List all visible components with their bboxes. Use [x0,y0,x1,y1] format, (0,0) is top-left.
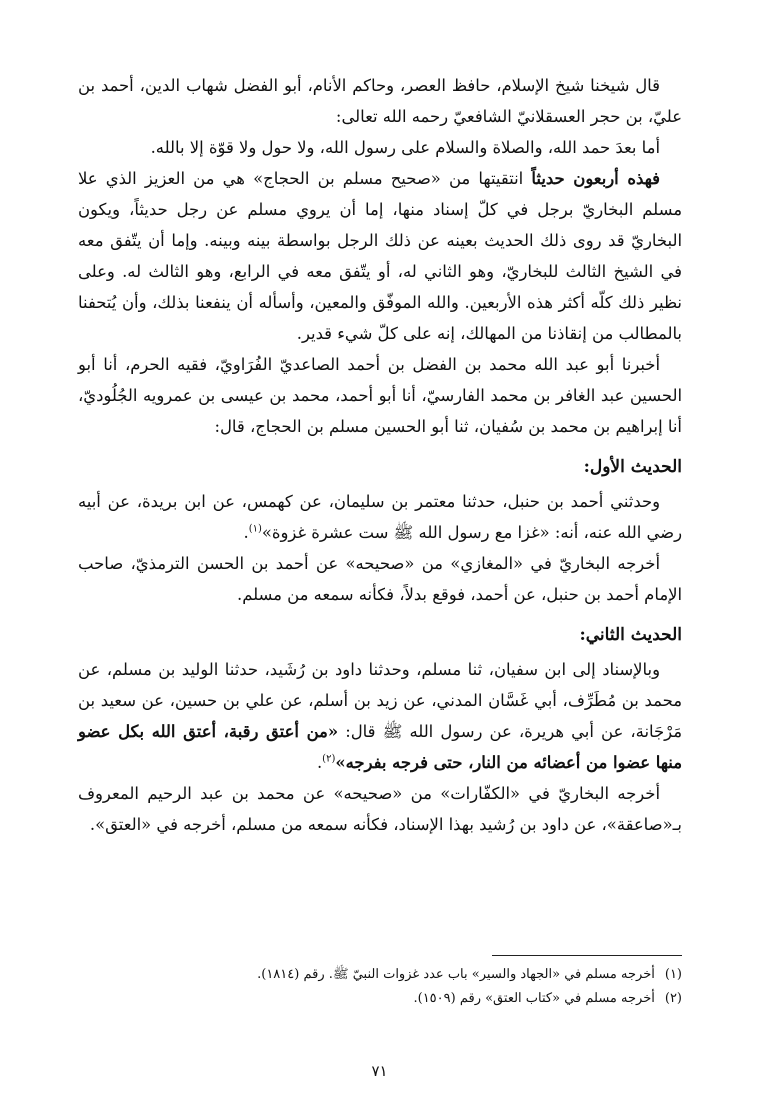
hadith-1-body: وحدثني أحمد بن حنبل، حدثنا معتمر بن سليمان، عن كهمس، عن ابن بريدة، عن أبيه رضي الله عنه، أنه: «غزا مع رسول الله ﷺ ست عشرة غزوة» [78,492,682,542]
footnote-1-text: أخرجه مسلم في «الجهاد والسير» باب عدد غزوات النبيّ ﷺ. رقم (١٨١٤). [257,967,655,982]
hadith-2-quote: «من أعتق رقبة، أعتق الله بكل عضو منها عضوا من أعضائه من النار، حتى فرجه بفرجه» [78,722,682,772]
hadith-1-text [78,486,682,548]
footnote-2-number: (٢) [664,991,682,1006]
hadith-2-takhrij: أخرجه البخاريّ في «الكفّارات» من «صحيحه» عن محمد بن عبد الرحيم المعروف بـ«صاعقة»، عن داود بن رُشيد بهذا الإسناد، فكأنه سمعه من مسلم، أخرجه في «العتق». [78,784,682,834]
hadith-2-text [78,654,682,778]
hadith-2-body: وبالإسناد إلى ابن سفيان، ثنا مسلم، وحدثنا داود بن رُشَيد، حدثنا الوليد بن مسلم، عن محمد بن مُطَرِّف، أبي غَسَّان المدني، عن زيد بن أسلم، عن علي بن حسين، عن سعيد بن مَرْجَانة، عن أبي هريرة، عن رسول الله ﷺ قال: [78,660,682,741]
footnote-2-text: أخرجه مسلم في «كتاب العتق» رقم (١٥٠٩). [413,991,655,1006]
footnote-ref-1: (١) [248,523,262,535]
opening-paragraph: أما بعدَ حمد الله، والصلاة والسلام على رسول الله، ولا حول ولا قوّة إلا بالله. [150,138,660,157]
hadith-2-title: الحديث الثاني: [579,625,682,645]
hadith-1-takhrij: أخرجه البخاريّ في «المغازي» من «صحيحه» عن أحمد بن الحسن الترمذيّ، صاحب الإمام أحمد بن حنبل، عن أحمد، فوقع بدلاً، فكأنه سمعه من مسلم. [78,554,682,604]
purpose-text: انتقيتها من «صحيح مسلم بن الحجاج» هي من العزيز الذي علا مسلم البخاريّ برجل في كلّ إسناد منها، إما أن يروي مسلم عن رجل حديثاً، ويكون البخاريّ قد روى ذلك الحديث بعينه عن ذلك الرجل بواسطة بينه وبينه. وإما أن يتّفق معه في الشيخ الثالث للبخاريّ، وهو الثاني له، أو يتّفق معه في الرابع، وهو الثالث له. وعلى نظير ذلك كلّه أكثر هذه الأربعين. والله الموفّق والمعين، وأسأله أن ينفعنا بذلك، وأن يُتحفنا بالمطالب من إنقاذنا من المهالك، إنه على كلّ شيء قدير. [78,169,682,343]
hadith-1-title: الحديث الأول: [583,457,682,477]
purpose-paragraph [78,163,682,349]
intro-paragraph: قال شيخنا شيخ الإسلام، حافظ العصر، وحاكم الأنام، أبو الفضل شهاب الدين، أحمد بن عليّ، بن حجر العسقلانيّ الشافعيّ رحمه الله تعالى: [78,76,682,126]
hadith-1-end: . [243,523,249,542]
purpose-lead-bold: فهذه أربعون حديثاً [531,169,660,188]
page-number: ٧١ [371,1062,388,1080]
footnote-1-number: (١) [664,967,682,982]
footnote-ref-2: (٢) [322,753,336,765]
footnote-divider [492,955,682,956]
footnote-1 [78,963,682,987]
isnad-paragraph: أخبرنا أبو عبد الله محمد بن الفضل بن أحمد الصاعديّ الفُرَاويّ، فقيه الحرم، أنا أبو الحسين عبد الغافر بن محمد الفارسيّ، أنا أبو أحمد، محمد بن عيسى بن عمرويه الجُلُوديّ، أنا إبراهيم بن محمد بن سُفيان، ثنا أبو الحسين مسلم بن الحجاج، قال: [78,355,682,436]
footnote-2 [78,987,682,1011]
footnotes [78,963,682,1011]
hadith-2-end: . [316,753,323,772]
page-body [78,70,682,840]
